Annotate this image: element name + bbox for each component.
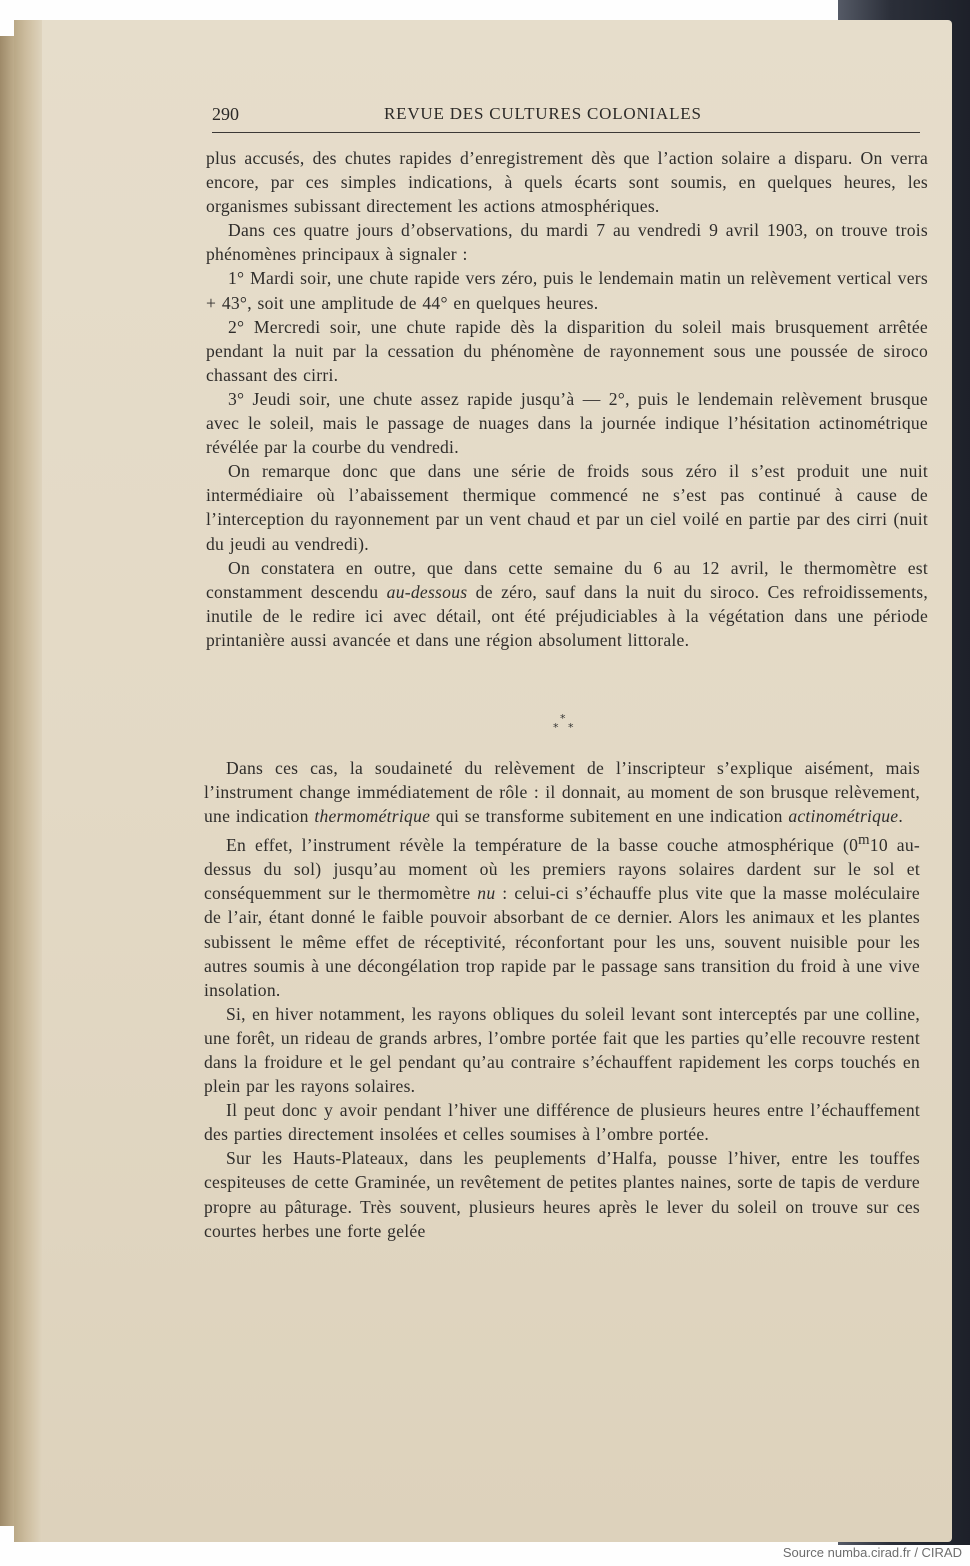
text-run: . (898, 806, 903, 827)
text-run: En effet, l’instrument révèle la température de la basse couche atmosphérique (0 (226, 835, 859, 856)
paragraph (206, 556, 928, 652)
text-run: 10 au-dessus du sol) jusqu’au moment où les premiers rayons solaires dardent sur le sol et conséquemment sur le thermomètre (204, 835, 920, 904)
text-run: de zéro, sauf dans la nuit du siroco. Ces refroidissements, inutile de le redire ici avec détail, ont été préjudiciables à la végétation dans une période printanière aussi avancée et dans une région absolument littorale. (206, 581, 928, 650)
text-run: : celui-ci s’échauffe plus vite que la masse moléculaire de l’air, étant donné le faible pouvoir absorbant de ce dernier. Alors les animaux et les plantes subissent le même effet de réceptivité, réconfortant pour les uns, souvent nuisible pour les autres soumis à une décongélation trop rapide par le passage sans transition du froid à une vive insolation. (204, 883, 920, 1000)
text-run: On constatera en outre, que dans cette semaine du 6 au 12 avril, le thermomètre est constamment descendu (206, 557, 928, 602)
paragraph (204, 756, 920, 828)
page-number: 290 (212, 104, 239, 124)
emphasis-text: nu (477, 883, 496, 904)
paragraph: Si, en hiver notamment, les rayons obliques du soleil levant sont interceptés par une colline, une forêt, un rideau de grands arbres, l’ombre portée fait que les parties qu’elle recouvre restent dans la froidure et le gel pendant qu’au contraire s’échauffent rapidement les corps touchés en plein par les rayons solaires. (204, 1003, 920, 1097)
header-rule (212, 132, 920, 133)
asterism-star: * (560, 712, 566, 725)
paragraph: On remarque donc que dans une série de froids sous zéro il s’est produit une nuit intermédiaire où l’abaissement thermique commencé ne s’est pas continué à cause de l’interception du rayonnement par un vent chaud et par un ciel voilé en partie par des cirri (nuit du jeudi au vendredi). (206, 461, 928, 554)
section-two-text (204, 756, 920, 1243)
running-title: REVUE DES CULTURES COLONIALES (384, 104, 702, 123)
paragraph: Il peut donc y avoir pendant l’hiver une différence de plusieurs heures entre l’échauffement des parties directement insolées et celles soumises à l’ombre portée. (204, 1100, 920, 1145)
source-credit: Source numba.cirad.fr / CIRAD (782, 1545, 962, 1560)
text-run: qui se transforme subitement en une indication (430, 806, 789, 827)
paragraph: Dans ces quatre jours d’observations, du mardi 7 au vendredi 9 avril 1903, on trouve trois phénomènes principaux à signaler : (206, 220, 928, 265)
emphasis-text: actinométrique (788, 806, 899, 827)
emphasis-text: thermométrique (314, 806, 431, 827)
asterism-star: * (568, 721, 574, 734)
section-one-text (206, 146, 928, 652)
paragraph: Sur les Hauts-Plateaux, dans les peuplements d’Halfa, pousse l’hiver, entre les touffes cespiteuses de cette Graminée, un revêtement de petites plantes naines, sorte de tapis de verdure propre au pâturage. Très souvent, plusieurs heures après le lever du soleil on trouve sur ces courtes herbes une forte gelée (204, 1148, 920, 1241)
page-gutter-shadow (14, 20, 42, 1542)
text-run: Dans ces cas, la soudaineté du relèvement de l’inscripteur s’explique aisément, mais l’instrument change immédiatement de rôle : il donnait, au moment de son brusque relèvement, une indication (204, 758, 920, 827)
asterism-star: * (553, 721, 559, 734)
paragraph: plus accusés, des chutes rapides d’enregistrement dès que l’action solaire a disparu. On verra encore, par ces simples indications, à quels écarts sont soumis, en quelques heures, les organismes subissant directement les actions atmosphériques. (206, 148, 928, 217)
emphasis-text: au-dessous (386, 581, 468, 602)
running-header (212, 102, 920, 130)
paragraph: 2° Mercredi soir, une chute rapide dès la disparition du soleil mais brusquement arrêtée pendant la nuit par la cessation du phénomène de rayonnement sous une poussée de siroco chassant des cirri. (206, 316, 928, 385)
paragraph: 1° Mardi soir, une chute rapide vers zéro, puis le lendemain matin un relèvement vertical vers + 43°, soit une amplitude de 44° en quelques heures. (206, 268, 928, 313)
paragraph: 3° Jeudi soir, une chute assez rapide jusqu’à — 2°, puis le lendemain relèvement brusque avec le soleil, mais le passage de nuages dans la journée indique l’hésitation actinométrique révélée par la courbe du vendredi. (206, 388, 928, 458)
section-asterism (544, 712, 584, 742)
paragraph (204, 828, 920, 1002)
superscript: m (858, 832, 870, 849)
